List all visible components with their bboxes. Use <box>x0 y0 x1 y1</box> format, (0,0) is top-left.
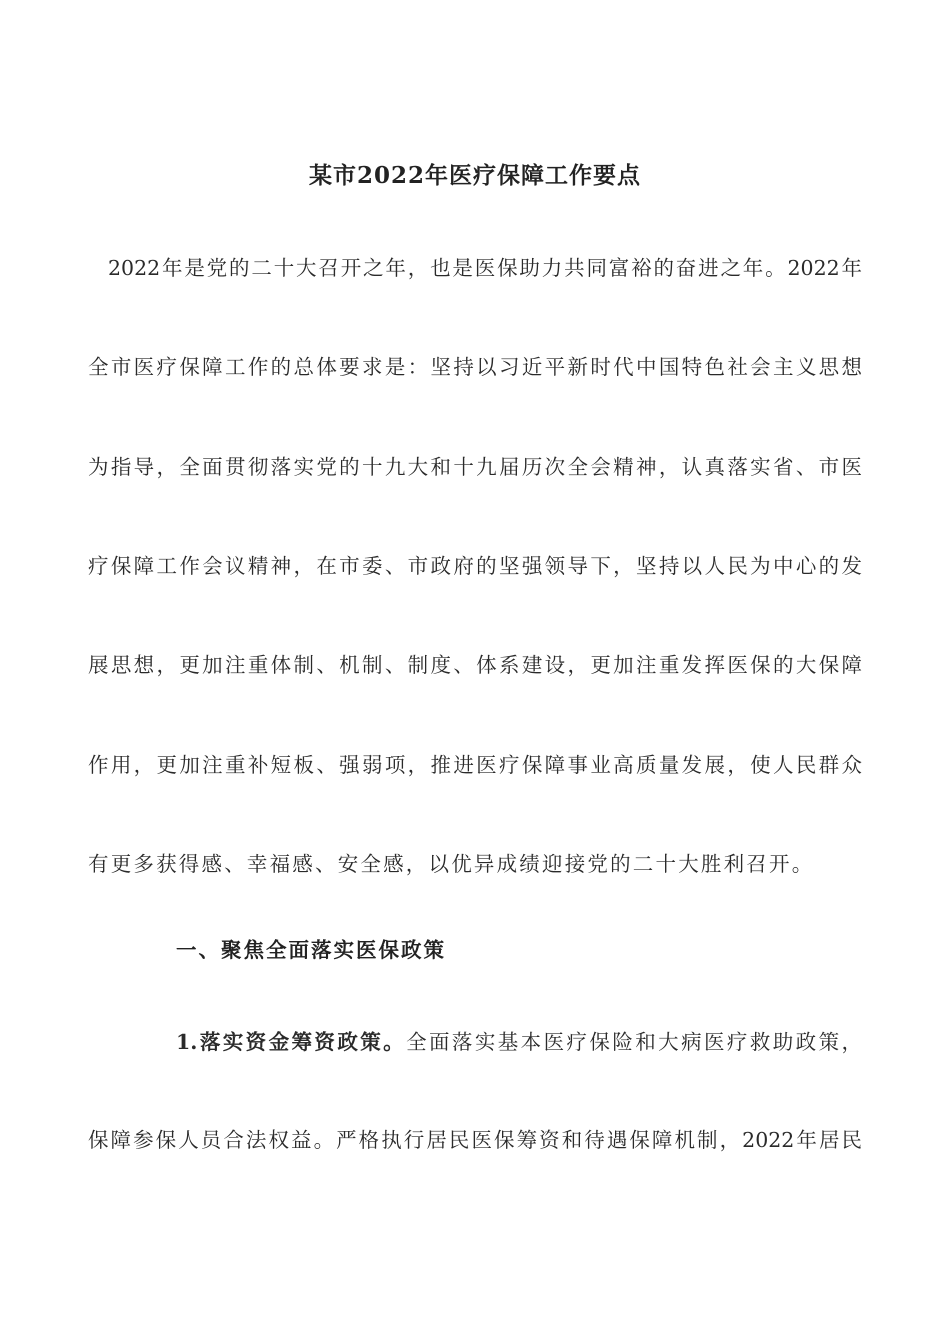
intro-line-3: 为指导，全面贯彻落实党的十九大和十九届历次全会精神，认真落实省、市医 <box>88 455 862 479</box>
item-1-text: 全面落实基本医疗保险和大病医疗救助政策， <box>406 1030 863 1054</box>
item-1-title: 1.落实资金筹资政策。 <box>176 1030 407 1054</box>
item-1-line-2: 保障参保人员合法权益。严格执行居民医保筹资和待遇保障机制，2022年居民 <box>88 1128 862 1152</box>
intro-line-1 <box>88 250 862 286</box>
intro-line-2: 全市医疗保障工作的总体要求是：坚持以习近平新时代中国特色社会主义思想 <box>88 355 862 379</box>
item-1-line-1 <box>176 1024 862 1060</box>
intro-line-4: 疗保障工作会议精神，在市委、市政府的坚强领导下，坚持以人民为中心的发 <box>88 554 862 578</box>
intro-line-1-text: 2022年是党的二十大召开之年，也是医保助力共同富裕的奋进之年。2022年 <box>108 256 862 280</box>
page-title: 某市2022年医疗保障工作要点 <box>308 162 641 189</box>
intro-line-5: 展思想，更加注重体制、机制、制度、体系建设，更加注重发挥医保的大保障 <box>88 653 862 677</box>
intro-line-7: 有更多获得感、幸福感、安全感，以优异成绩迎接党的二十大胜利召开。 <box>88 852 815 876</box>
intro-line-6: 作用，更加注重补短板、强弱项，推进医疗保障事业高质量发展，使人民群众 <box>88 753 862 777</box>
section-heading: 一、聚焦全面落实医保政策 <box>176 938 446 962</box>
